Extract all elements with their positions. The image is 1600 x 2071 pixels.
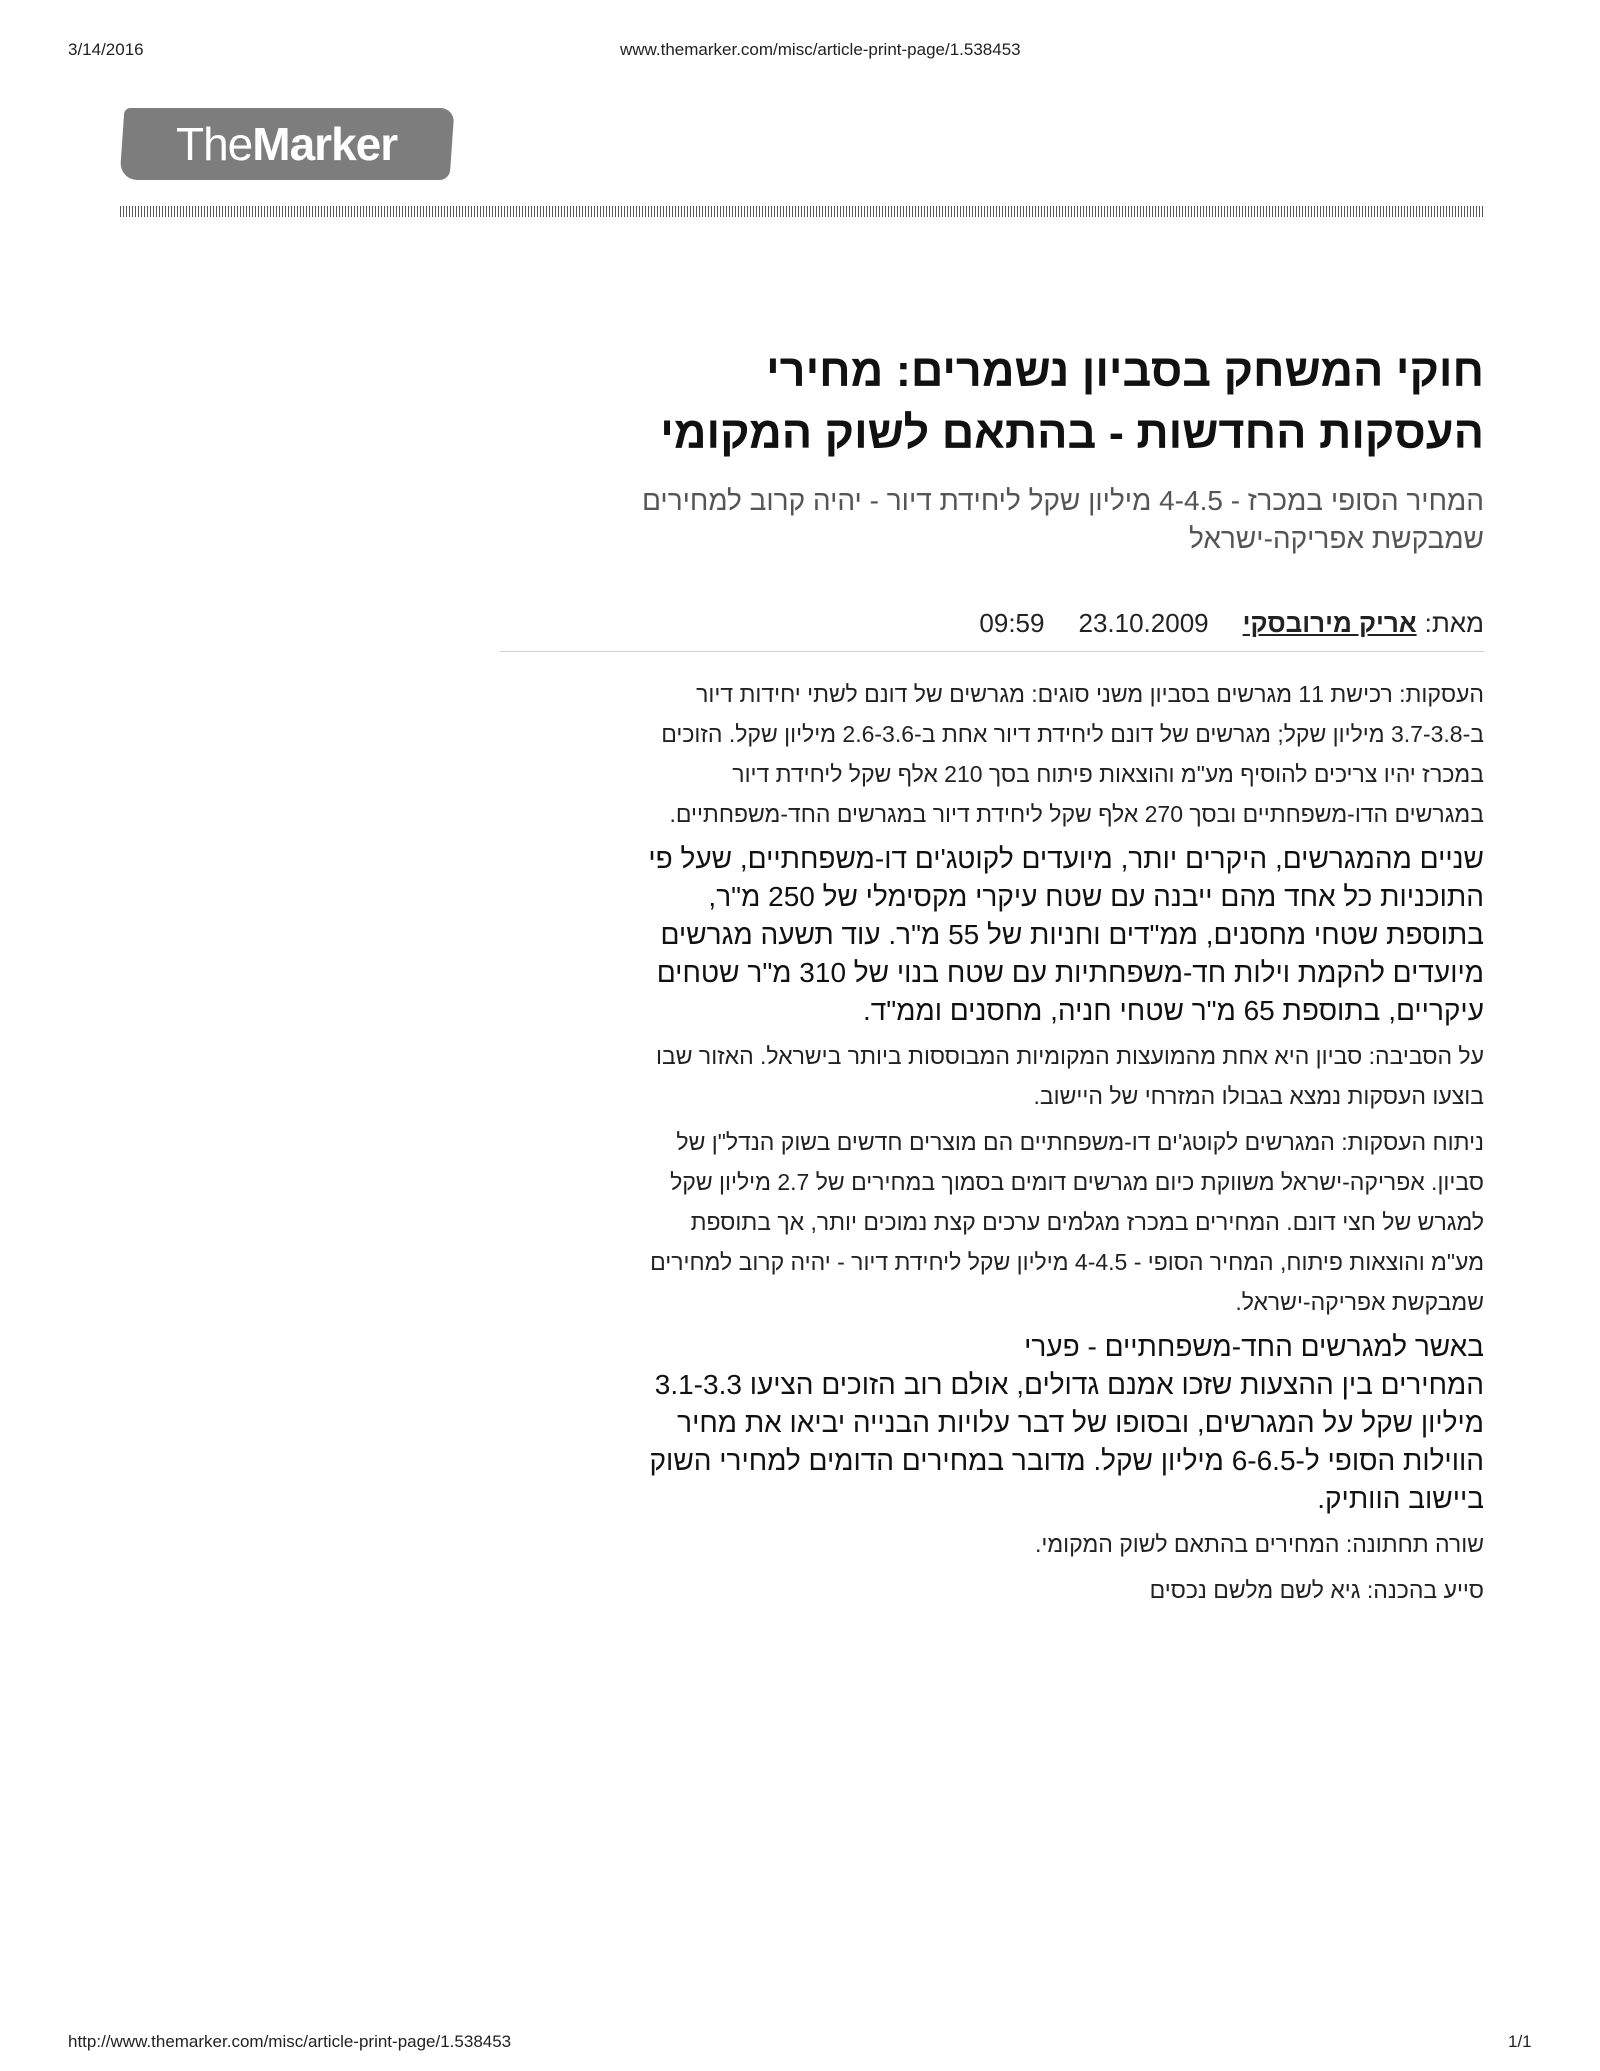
paragraph-line: במכרז יהיו צריכים להוסיף מע"מ והוצאות פיתוח בסך 210 אלף שקל ליחידת דיור bbox=[732, 761, 1484, 787]
footer-url: http://www.themarker.com/misc/article-print-page/1.538453 bbox=[68, 2032, 512, 2051]
article-paragraph bbox=[500, 674, 1484, 834]
byline bbox=[1243, 608, 1484, 639]
logo-text: TheMarker bbox=[176, 118, 398, 170]
print-date: 3/14/2016 bbox=[68, 40, 144, 59]
article-paragraph bbox=[500, 1122, 1484, 1322]
separator-bar bbox=[120, 206, 1484, 217]
subtitle-line: המחיר הסופי במכרז - 4-4.5 מיליון שקל ליחידת דיור - יהיה קרוב למחירים bbox=[641, 485, 1484, 516]
title-line: חוקי המשחק בסביון נשמרים: מחירי bbox=[766, 345, 1484, 396]
paragraph-line: ב-3.7-3.8 מיליון שקל; מגרשים של דונם ליחידת דיור אחת ב-2.6-3.6 מיליון שקל. הזוכים bbox=[661, 721, 1484, 747]
subtitle-line: שמבקשת אפריקה-ישראל bbox=[1189, 523, 1484, 554]
paragraph-line: התוכניות כל אחד מהם ייבנה עם שטח עיקרי מקסימלי של 250 מ"ר, bbox=[708, 881, 1484, 912]
paragraph-line: בתוספת שטחי מחסנים, ממ"דים וחניות של 55 מ"ר. עוד תשעה מגרשים bbox=[660, 919, 1484, 950]
publish-time: 09:59 bbox=[979, 608, 1045, 638]
paragraph-line: באשר למגרשים החד-משפחתיים - פערי bbox=[1024, 1331, 1484, 1362]
article-paragraph bbox=[500, 1570, 1484, 1610]
paragraph-line: סייע בהכנה: גיא לשם מלשם נכסים bbox=[1149, 1577, 1484, 1603]
paragraph-line: במגרשים הדו-משפחתיים ובסך 270 אלף שקל ליחידת דיור במגרשים החד-משפחתיים. bbox=[669, 801, 1484, 827]
paragraph-line: סביון. אפריקה-ישראל משווקת כיום מגרשים דומים בסמוך במחירים של 2.7 מיליון שקל bbox=[670, 1169, 1484, 1195]
paragraph-line: מיליון שקל על המגרשים, ובסופו של דבר עלויות הבנייה יביאו את מחיר bbox=[677, 1407, 1484, 1438]
article-paragraph bbox=[500, 1036, 1484, 1116]
paragraph-line: עיקריים, בתוספת 65 מ"ר שטחי חניה, מחסנים וממ"ד. bbox=[862, 995, 1484, 1026]
page-number: 1/1 bbox=[1508, 2032, 1532, 2051]
paragraph-line: למגרש של חצי דונם. המחירים במכרז מגלמים ערכים קצת נמוכים יותר, אך בתוספת bbox=[690, 1209, 1484, 1235]
paragraph-line: המחירים בין ההצעות שזכו אמנם גדולים, אולם רוב הזוכים הציעו 3.1-3.3 bbox=[654, 1369, 1484, 1400]
paragraph-line: שמבקשת אפריקה-ישראל. bbox=[1235, 1289, 1484, 1315]
paragraph-line: בוצעו העסקות נמצא בגבולו המזרחי של היישוב. bbox=[1033, 1083, 1484, 1109]
paragraph-line: על הסביבה: סביון היא אחת מהמועצות המקומיות המבוססות ביותר בישראל. האזור שבו bbox=[656, 1043, 1484, 1069]
paragraph-line: שניים מהמגרשים, היקרים יותר, מיועדים לקוטג'ים דו-משפחתיים, שעל פי bbox=[648, 843, 1484, 874]
article-paragraph bbox=[500, 1524, 1484, 1564]
print-url: www.themarker.com/misc/article-print-page/1.538453 bbox=[620, 40, 1021, 59]
by-label: מאת: bbox=[1424, 608, 1484, 638]
article-paragraph bbox=[500, 840, 1484, 1030]
article-paragraph bbox=[500, 1328, 1484, 1518]
paragraph-line: העסקות: רכישת 11 מגרשים בסביון משני סוגים: מגרשים של דונם לשתי יחידות דיור bbox=[696, 681, 1484, 707]
article-subtitle bbox=[500, 482, 1484, 558]
paragraph-line: ביישוב הוותיק. bbox=[1317, 1483, 1484, 1514]
article-meta bbox=[500, 608, 1484, 652]
article-title bbox=[500, 340, 1484, 464]
paragraph-line: מע"מ והוצאות פיתוח, המחיר הסופי - 4-4.5 מיליון שקל ליחידת דיור - יהיה קרוב למחירים bbox=[650, 1249, 1484, 1275]
publish-date: 23.10.2009 bbox=[1078, 608, 1209, 638]
paragraph-line: ניתוח העסקות: המגרשים לקוטג'ים דו-משפחתיים הם מוצרים חדשים בשוק הנדל"ן של bbox=[676, 1129, 1484, 1155]
paragraph-line: שורה תחתונה: המחירים בהתאם לשוק המקומי. bbox=[1034, 1531, 1484, 1557]
paragraph-line: מיועדים להקמת וילות חד-משפחתיות עם שטח בנוי של 310 מ"ר שטחים bbox=[656, 957, 1484, 988]
author-link[interactable]: אריק מירובסקי bbox=[1242, 608, 1417, 638]
themarker-logo[interactable] bbox=[119, 108, 454, 180]
paragraph-line: הווילות הסופי ל-6-6.5 מיליון שקל. מדובר במחירים הדומים למחירי השוק bbox=[649, 1445, 1484, 1476]
article bbox=[500, 340, 1484, 1610]
title-line: העסקות החדשות - בהתאם לשוק המקומי bbox=[660, 407, 1484, 458]
article-body bbox=[500, 674, 1484, 1610]
